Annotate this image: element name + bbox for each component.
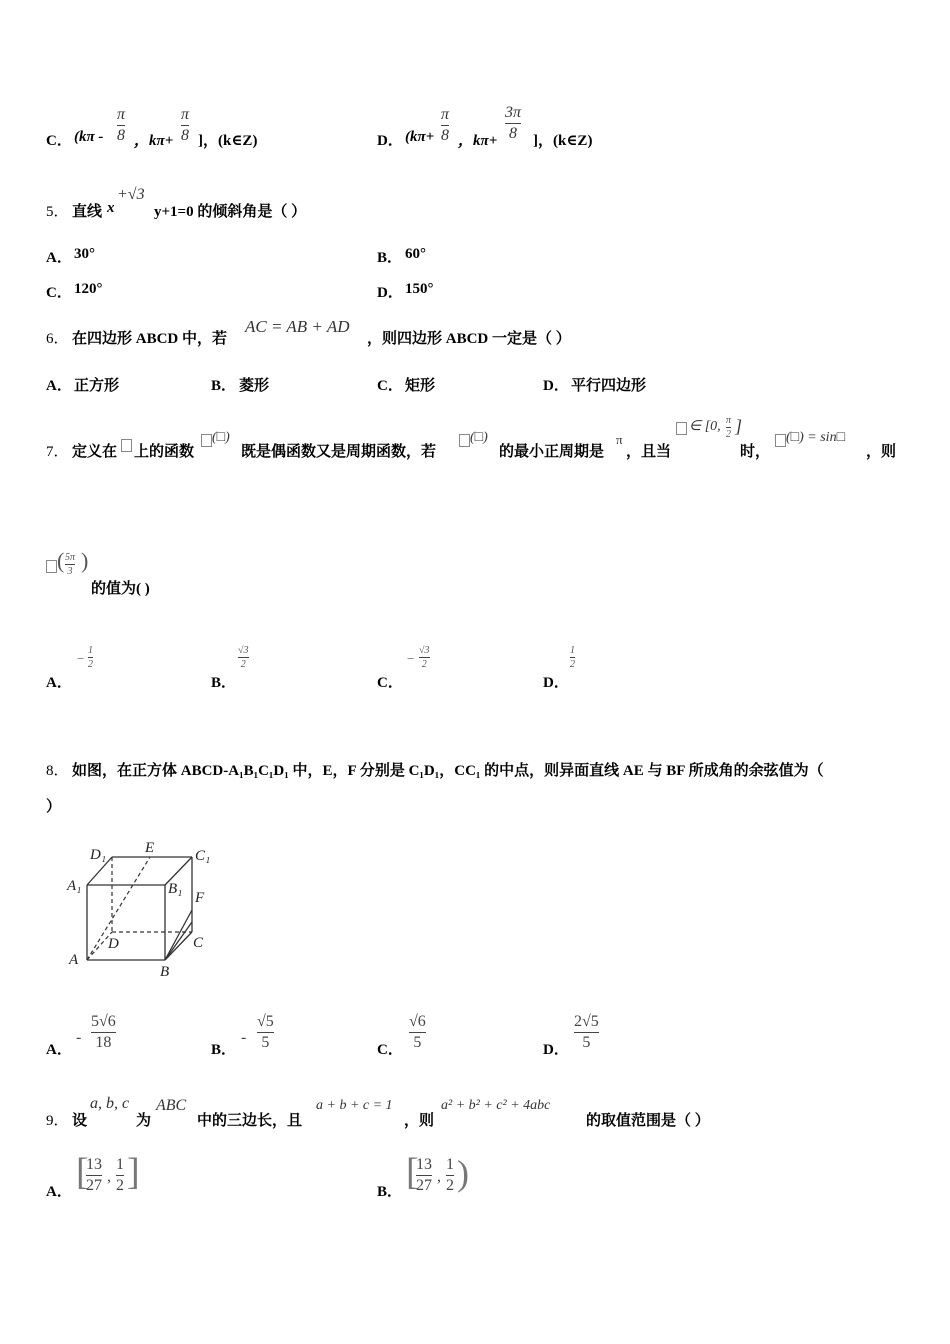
question-text: 时， xyxy=(740,444,771,460)
question-text: 在四边形 ABCD 中，若 xyxy=(72,331,228,347)
q6-option-b-label: B． xyxy=(211,378,237,394)
math-symbol: π xyxy=(616,432,623,447)
comma: , xyxy=(437,1168,441,1185)
question-text: 设 xyxy=(72,1113,88,1129)
q5-option-c: 120° xyxy=(74,281,103,297)
q9-option-a-label: A． xyxy=(46,1184,72,1200)
q7-option-b-label: B． xyxy=(211,675,237,691)
fraction: 2√5 5 xyxy=(574,1013,599,1051)
placeholder-glyph xyxy=(201,433,212,451)
q7-option-d-label: D． xyxy=(543,675,569,691)
question-number: 5． xyxy=(46,204,69,220)
q5-option-b-label: B． xyxy=(377,250,403,266)
question-text: 中的三边长，且 xyxy=(197,1113,303,1129)
label-a1: A₁ xyxy=(67,878,82,894)
question-text: 既是偶函数又是周期函数，若 xyxy=(241,444,437,460)
question-number: 9． xyxy=(46,1113,69,1129)
label-e: E xyxy=(145,840,155,856)
label-b: B xyxy=(160,964,170,980)
fraction: 1 2 xyxy=(570,645,575,670)
math-sqrt: +√3 xyxy=(117,186,145,203)
placeholder-glyph xyxy=(775,433,786,451)
fraction: π 8 xyxy=(117,106,126,144)
label-d: D xyxy=(108,936,119,952)
question-text: y+1=0 的倾斜角是（ ） xyxy=(154,204,307,220)
q6-option-d: 平行四边形 xyxy=(571,378,647,394)
fraction: 1 2 xyxy=(88,645,93,670)
math-var: x xyxy=(107,200,115,216)
math-formula: (□) xyxy=(470,430,488,445)
question-text: 的取值范围是（ ） xyxy=(586,1113,710,1129)
fraction: √3 2 xyxy=(419,645,430,670)
comma: , xyxy=(107,1168,111,1185)
math-triangle: ABC xyxy=(156,1097,187,1114)
math-paren-close: ) xyxy=(457,1153,469,1193)
fraction: 3π 8 xyxy=(505,104,522,142)
q9-option-b-label: B． xyxy=(377,1184,403,1200)
math-condition: a + b + c = 1 xyxy=(316,1098,393,1113)
math-sign: − xyxy=(406,651,415,666)
option-label: D． xyxy=(377,133,403,149)
math-bracket-open: [ xyxy=(76,1151,89,1193)
q8-option-b-label: B． xyxy=(211,1042,237,1058)
label-d1: D₁ xyxy=(90,847,107,863)
q5-option-d: 150° xyxy=(405,281,434,297)
q6-option-c: 矩形 xyxy=(405,378,436,394)
math-formula: (□) = sin□ xyxy=(786,430,846,445)
q5-option-c-label: C． xyxy=(46,285,72,301)
fraction: π 8 xyxy=(181,106,190,144)
question-number: 7． xyxy=(46,444,69,460)
question-text: ） xyxy=(46,799,62,815)
fraction: 5π 3 xyxy=(65,552,76,577)
q8-option-a-label: A． xyxy=(46,1042,72,1058)
q5-option-d-label: D． xyxy=(377,285,403,301)
q7-option-a-label: A． xyxy=(46,675,72,691)
fraction: π 8 xyxy=(441,106,450,144)
question-text: 如图，在正方体 ABCD-A₁B₁C₁D₁ 中，E，F 分别是 C₁D₁，CC₁ 的中点，则异面直线 AE 与 BF 所成角的余弦值为（ xyxy=(72,763,824,779)
math-sign: - xyxy=(76,1029,82,1046)
fraction: π 2 xyxy=(726,415,732,440)
q8-option-d-label: D． xyxy=(543,1042,569,1058)
fraction: 1 2 xyxy=(116,1156,124,1194)
fraction: 13 27 xyxy=(86,1156,102,1194)
math-bracket: ] xyxy=(735,416,743,436)
q6-option-a: 正方形 xyxy=(74,378,120,394)
option-label: C． xyxy=(46,133,72,149)
q5-option-b: 60° xyxy=(405,246,426,262)
fraction: 5√6 18 xyxy=(91,1013,116,1051)
label-f: F xyxy=(195,890,205,906)
placeholder-glyph xyxy=(46,559,57,577)
label-a: A xyxy=(69,952,79,968)
option-text: ]，(k∈Z) xyxy=(198,133,258,149)
option-text: (kπ+ xyxy=(405,129,435,145)
q7-option-c-label: C． xyxy=(377,675,403,691)
math-paren-right: ) xyxy=(81,548,89,573)
question-text: ，则 xyxy=(866,444,897,460)
placeholder-glyph xyxy=(121,438,132,456)
math-paren-left: ( xyxy=(57,548,65,573)
math-vars: a, b, c xyxy=(90,1095,130,1112)
question-text: 的最小正周期是 xyxy=(499,444,605,460)
question-text: 直线 xyxy=(72,204,103,220)
question-text: ，且当 xyxy=(626,444,672,460)
math-sign: − xyxy=(76,651,85,666)
option-text: (kπ - xyxy=(74,129,104,145)
question-text: ，则四边形 ABCD 一定是（ ） xyxy=(367,331,571,347)
question-text: 定义在 xyxy=(72,444,118,460)
q8-option-c-label: C． xyxy=(377,1042,403,1058)
fraction: √5 5 xyxy=(257,1013,274,1051)
q5-option-a: 30° xyxy=(74,246,95,262)
math-bracket-open: [ xyxy=(406,1151,419,1193)
label-b1: B₁ xyxy=(168,881,183,897)
q6-option-d-label: D． xyxy=(543,378,569,394)
question-number: 6． xyxy=(46,331,69,347)
option-text: ，kπ+ xyxy=(458,133,498,149)
math-formula: ∈ [0, xyxy=(689,419,721,434)
fraction: √6 5 xyxy=(409,1013,426,1051)
label-c: C xyxy=(193,935,204,951)
question-number: 8． xyxy=(46,763,69,779)
question-text: 的值为( ) xyxy=(91,581,150,597)
q6-option-a-label: A． xyxy=(46,378,72,394)
q6-option-b: 菱形 xyxy=(239,378,270,394)
question-text: 上的函数 xyxy=(134,444,195,460)
q5-option-a-label: A． xyxy=(46,250,72,266)
math-expression: a² + b² + c² + 4abc xyxy=(441,1098,551,1113)
q6-option-c-label: C． xyxy=(377,378,403,394)
fraction: √3 2 xyxy=(238,645,249,670)
math-sign: - xyxy=(241,1029,247,1046)
label-c1: C₁ xyxy=(195,848,211,864)
math-formula: (□) xyxy=(212,430,230,445)
placeholder-glyph xyxy=(676,421,687,439)
placeholder-glyph xyxy=(459,433,470,451)
math-formula: AC = AB + AD xyxy=(245,317,350,336)
option-text: ]，(k∈Z) xyxy=(533,133,593,149)
cube-figure xyxy=(60,838,230,983)
math-bracket-close: ] xyxy=(127,1151,140,1193)
question-text: ，则 xyxy=(404,1113,435,1129)
question-text: 为 xyxy=(136,1113,152,1129)
option-text: ，kπ+ xyxy=(134,133,174,149)
fraction: 1 2 xyxy=(446,1156,454,1194)
fraction: 13 27 xyxy=(416,1156,432,1194)
